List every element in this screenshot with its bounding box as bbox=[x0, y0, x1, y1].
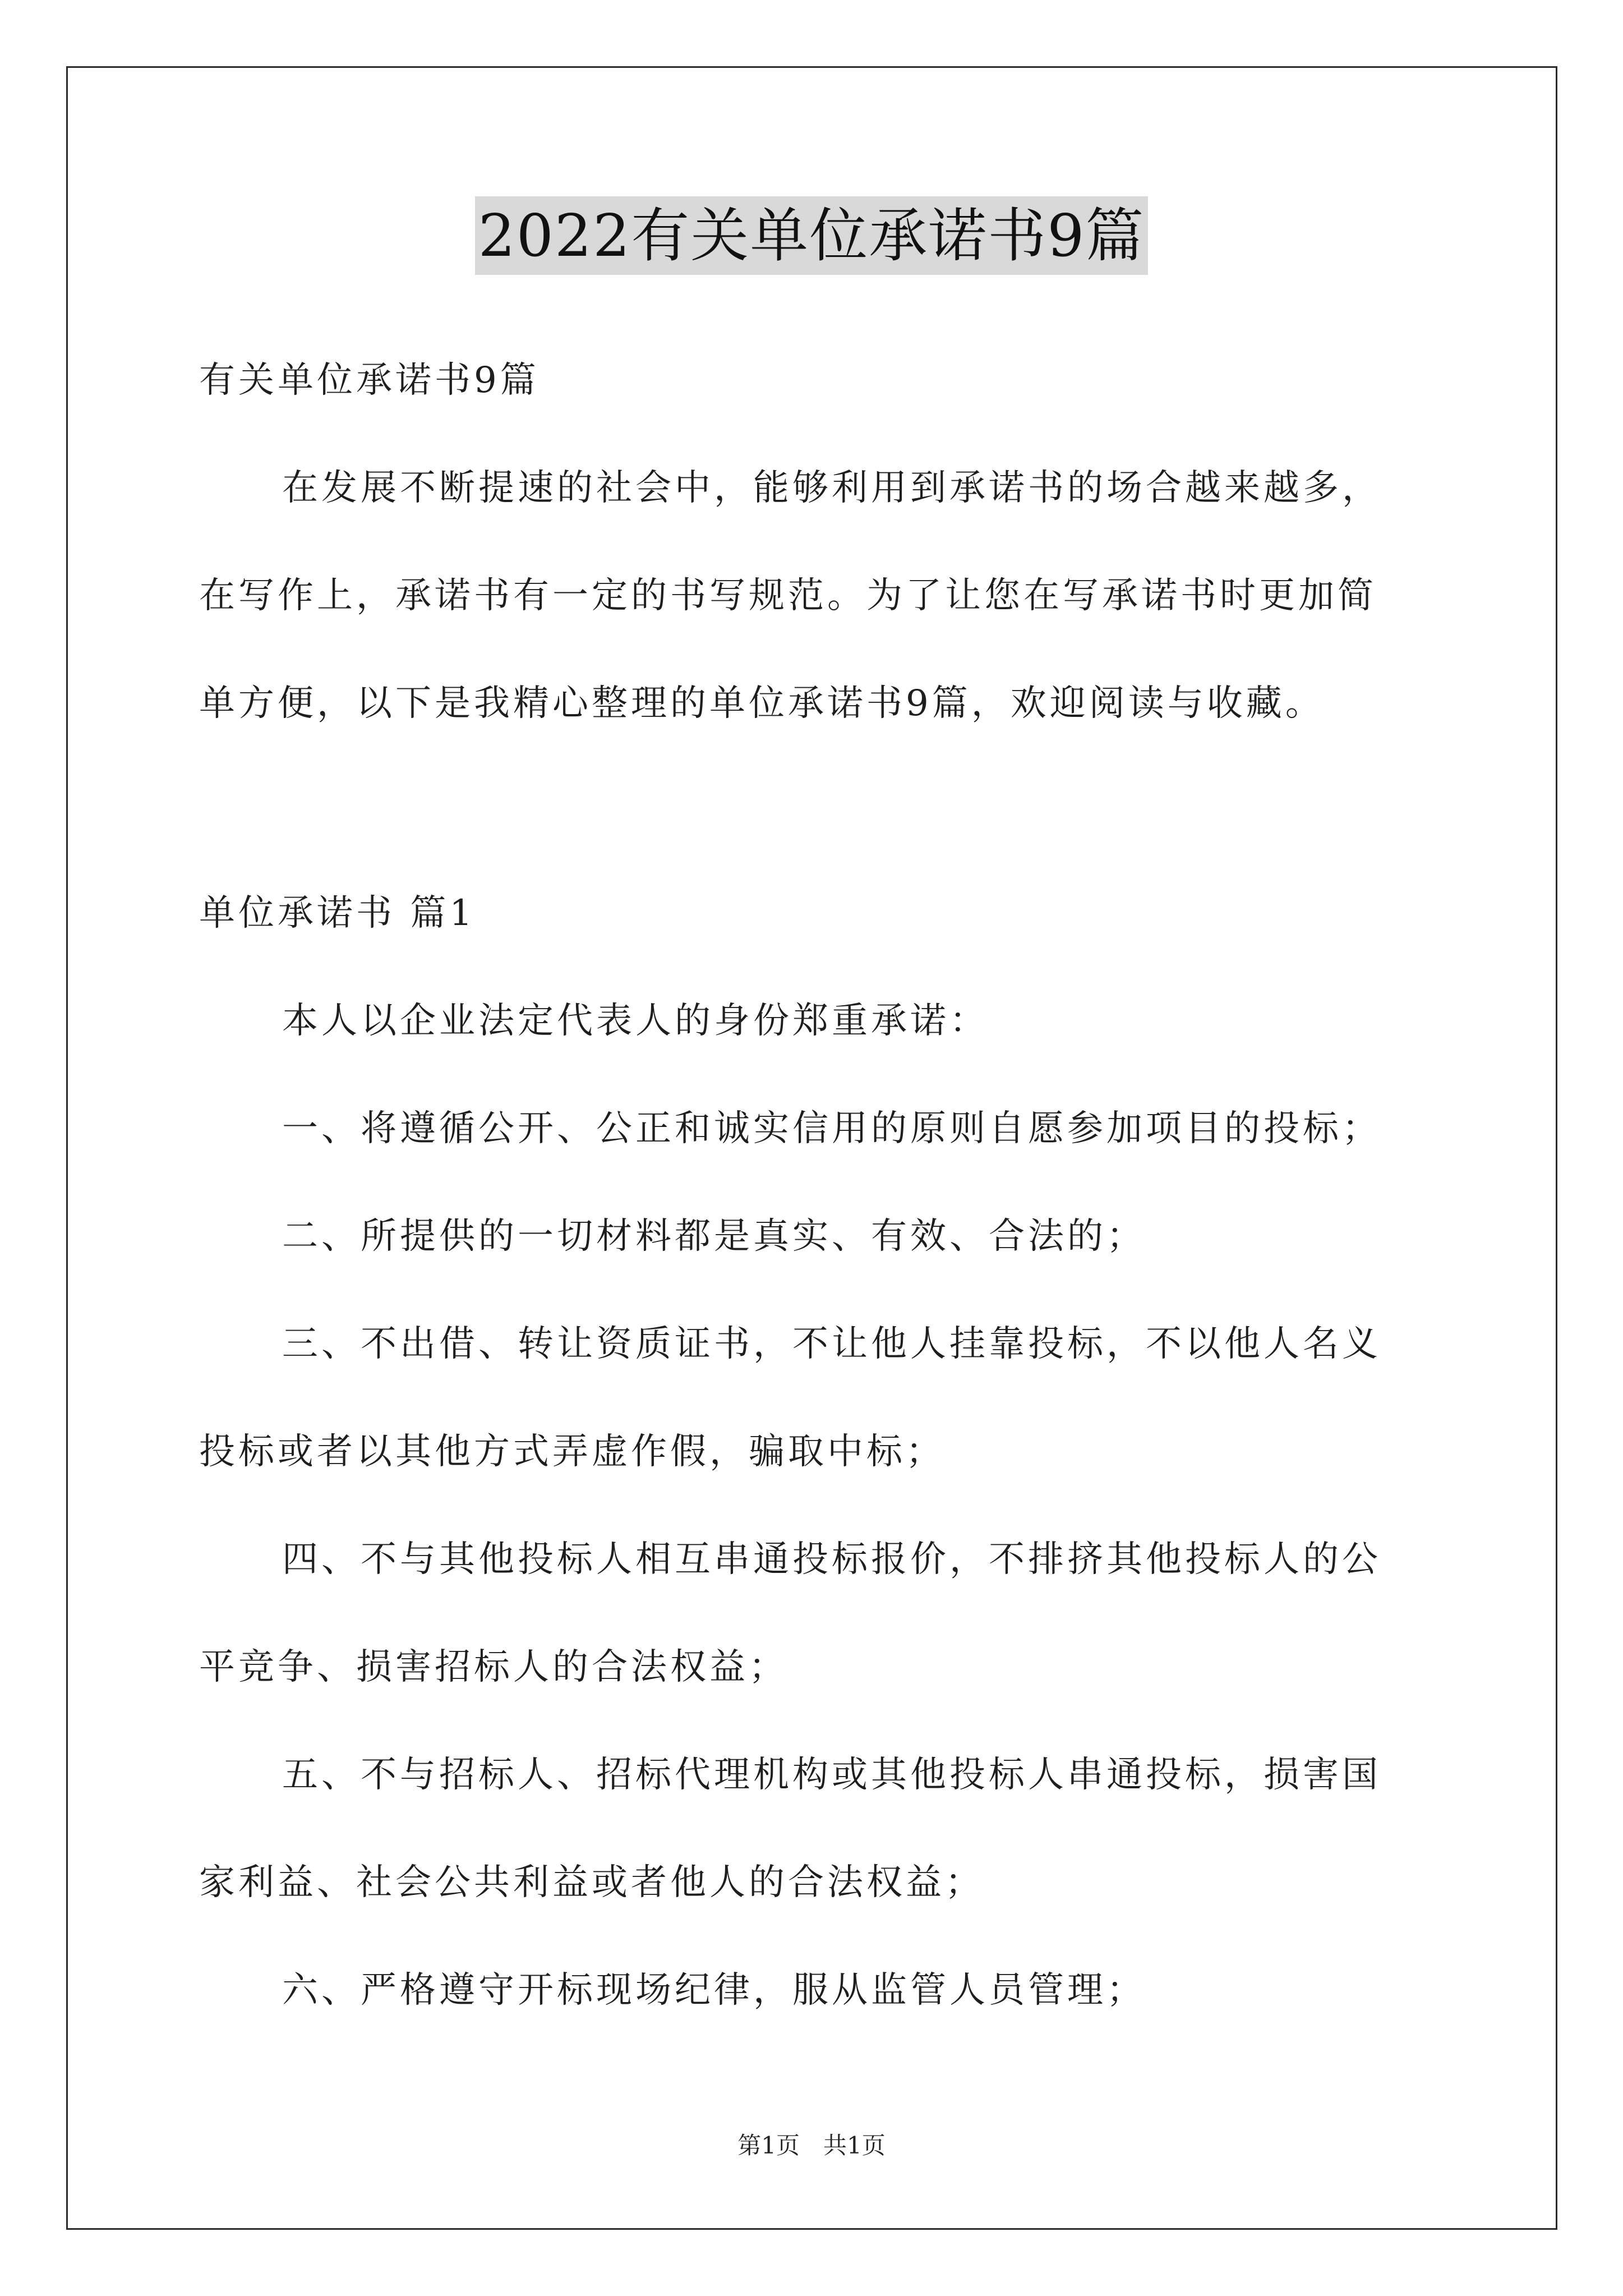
body-line: 平竞争、损害招标人的合法权益； bbox=[199, 1646, 788, 1688]
body-line: 本人以企业法定代表人的身份郑重承诺： bbox=[282, 1000, 989, 1042]
page-footer bbox=[0, 2129, 1623, 2162]
document-title: 2022有关单位承诺书9篇 bbox=[475, 196, 1149, 275]
body-line: 六、严格遵守开标现场纪律，服从监管人员管理； bbox=[282, 1970, 1146, 2011]
document-subtitle: 有关单位承诺书9篇 bbox=[199, 360, 540, 401]
body-line: 家利益、社会公共利益或者他人的合法权益； bbox=[199, 1862, 984, 1903]
intro-line: 在发展不断提速的社会中，能够利用到承诺书的场合越来越多， bbox=[282, 467, 1381, 509]
intro-line: 在写作上，承诺书有一定的书写规范。为了让您在写承诺书时更加简 bbox=[199, 575, 1377, 616]
body-line: 五、不与招标人、招标代理机构或其他投标人串通投标，损害国 bbox=[282, 1754, 1381, 1796]
title-container bbox=[0, 196, 1623, 275]
intro-line: 单方便，以下是我精心整理的单位承诺书9篇，欢迎阅读与收藏。 bbox=[199, 683, 1325, 724]
section-heading: 单位承诺书 篇1 bbox=[199, 892, 476, 934]
body-line: 四、不与其他投标人相互串通投标报价，不排挤其他投标人的公 bbox=[282, 1539, 1381, 1580]
body-line: 投标或者以其他方式弄虚作假，骗取中标； bbox=[199, 1431, 945, 1473]
body-line: 一、将遵循公开、公正和诚实信用的原则自愿参加项目的投标； bbox=[282, 1108, 1381, 1149]
page-number: 第1页 bbox=[737, 2132, 800, 2159]
body-line: 三、不出借、转让资质证书，不让他人挂靠投标，不以他人名义 bbox=[282, 1323, 1381, 1365]
page-total: 共1页 bbox=[823, 2132, 886, 2159]
body-line: 二、所提供的一切材料都是真实、有效、合法的； bbox=[282, 1216, 1146, 1257]
